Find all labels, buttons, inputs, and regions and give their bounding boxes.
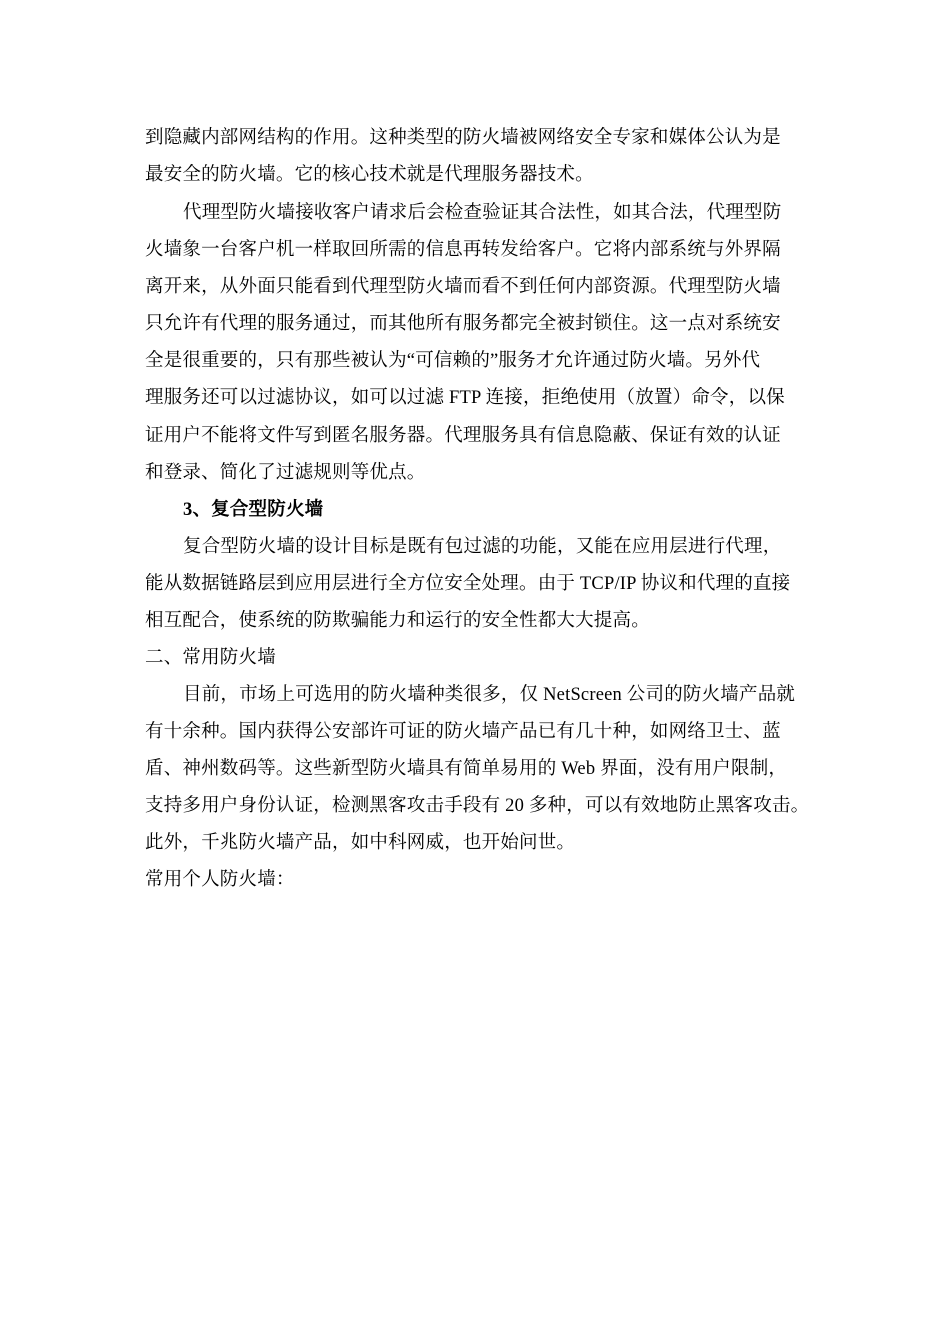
paragraph-line: 代理型防火墙接收客户请求后会检查验证其合法性，如其合法，代理型防 (183, 203, 782, 223)
paragraph-line: 全是很重要的，只有那些被认为“可信赖的”服务才允许通过防火墙。另外代 (145, 351, 761, 371)
paragraph-line: 有十余种。国内获得公安部许可证的防火墙产品已有几十种，如网络卫士、蓝 (145, 722, 781, 742)
paragraph-line: 盾、神州数码等。这些新型防火墙具有简单易用的 Web 界面，没有用户限制， (145, 759, 788, 779)
paragraph-line: 只允许有代理的服务通过，而其他所有服务都完全被封锁住。这一点对系统安 (145, 314, 781, 334)
section-heading: 二、常用防火墙 (145, 648, 276, 668)
paragraph-line: 最安全的防火墙。它的核心技术就是代理服务器技术。 (145, 165, 594, 185)
paragraph-line: 理服务还可以过滤协议，如可以过滤 FTP 连接，拒绝使用（放置）命令，以保 (145, 388, 785, 408)
paragraph-line: 和登录、简化了过滤规则等优点。 (145, 463, 426, 483)
paragraph-line: 能从数据链路层到应用层进行全方位安全处理。由于 TCP/IP 协议和代理的直接 (145, 574, 791, 594)
paragraph-line: 离开来，从外面只能看到代理型防火墙而看不到任何内部资源。代理型防火墙 (145, 277, 781, 297)
paragraph-line: 此外，千兆防火墙产品，如中科网威，也开始问世。 (145, 833, 576, 853)
paragraph-line: 火墙象一台客户机一样取回所需的信息再转发给客户。它将内部系统与外界隔 (145, 240, 781, 260)
section-heading: 3、复合型防火墙 (183, 500, 324, 520)
paragraph-line: 到隐藏内部网结构的作用。这种类型的防火墙被网络安全专家和媒体公认为是 (145, 128, 781, 148)
paragraph-line: 复合型防火墙的设计目标是既有包过滤的功能，又能在应用层进行代理， (183, 537, 782, 557)
paragraph-line: 证用户不能将文件写到匿名服务器。代理服务具有信息隐蔽、保证有效的认证 (145, 426, 781, 446)
paragraph-line: 相互配合，使系统的防欺骗能力和运行的安全性都大大提高。 (145, 611, 650, 631)
paragraph-line: 支持多用户身份认证，检测黑客攻击手段有 20 多种，可以有效地防止黑客攻击。 (145, 796, 810, 816)
paragraph-line: 目前，市场上可选用的防火墙种类很多，仅 NetScreen 公司的防火墙产品就 (183, 685, 796, 705)
paragraph-line: 常用个人防火墙： (145, 870, 295, 890)
